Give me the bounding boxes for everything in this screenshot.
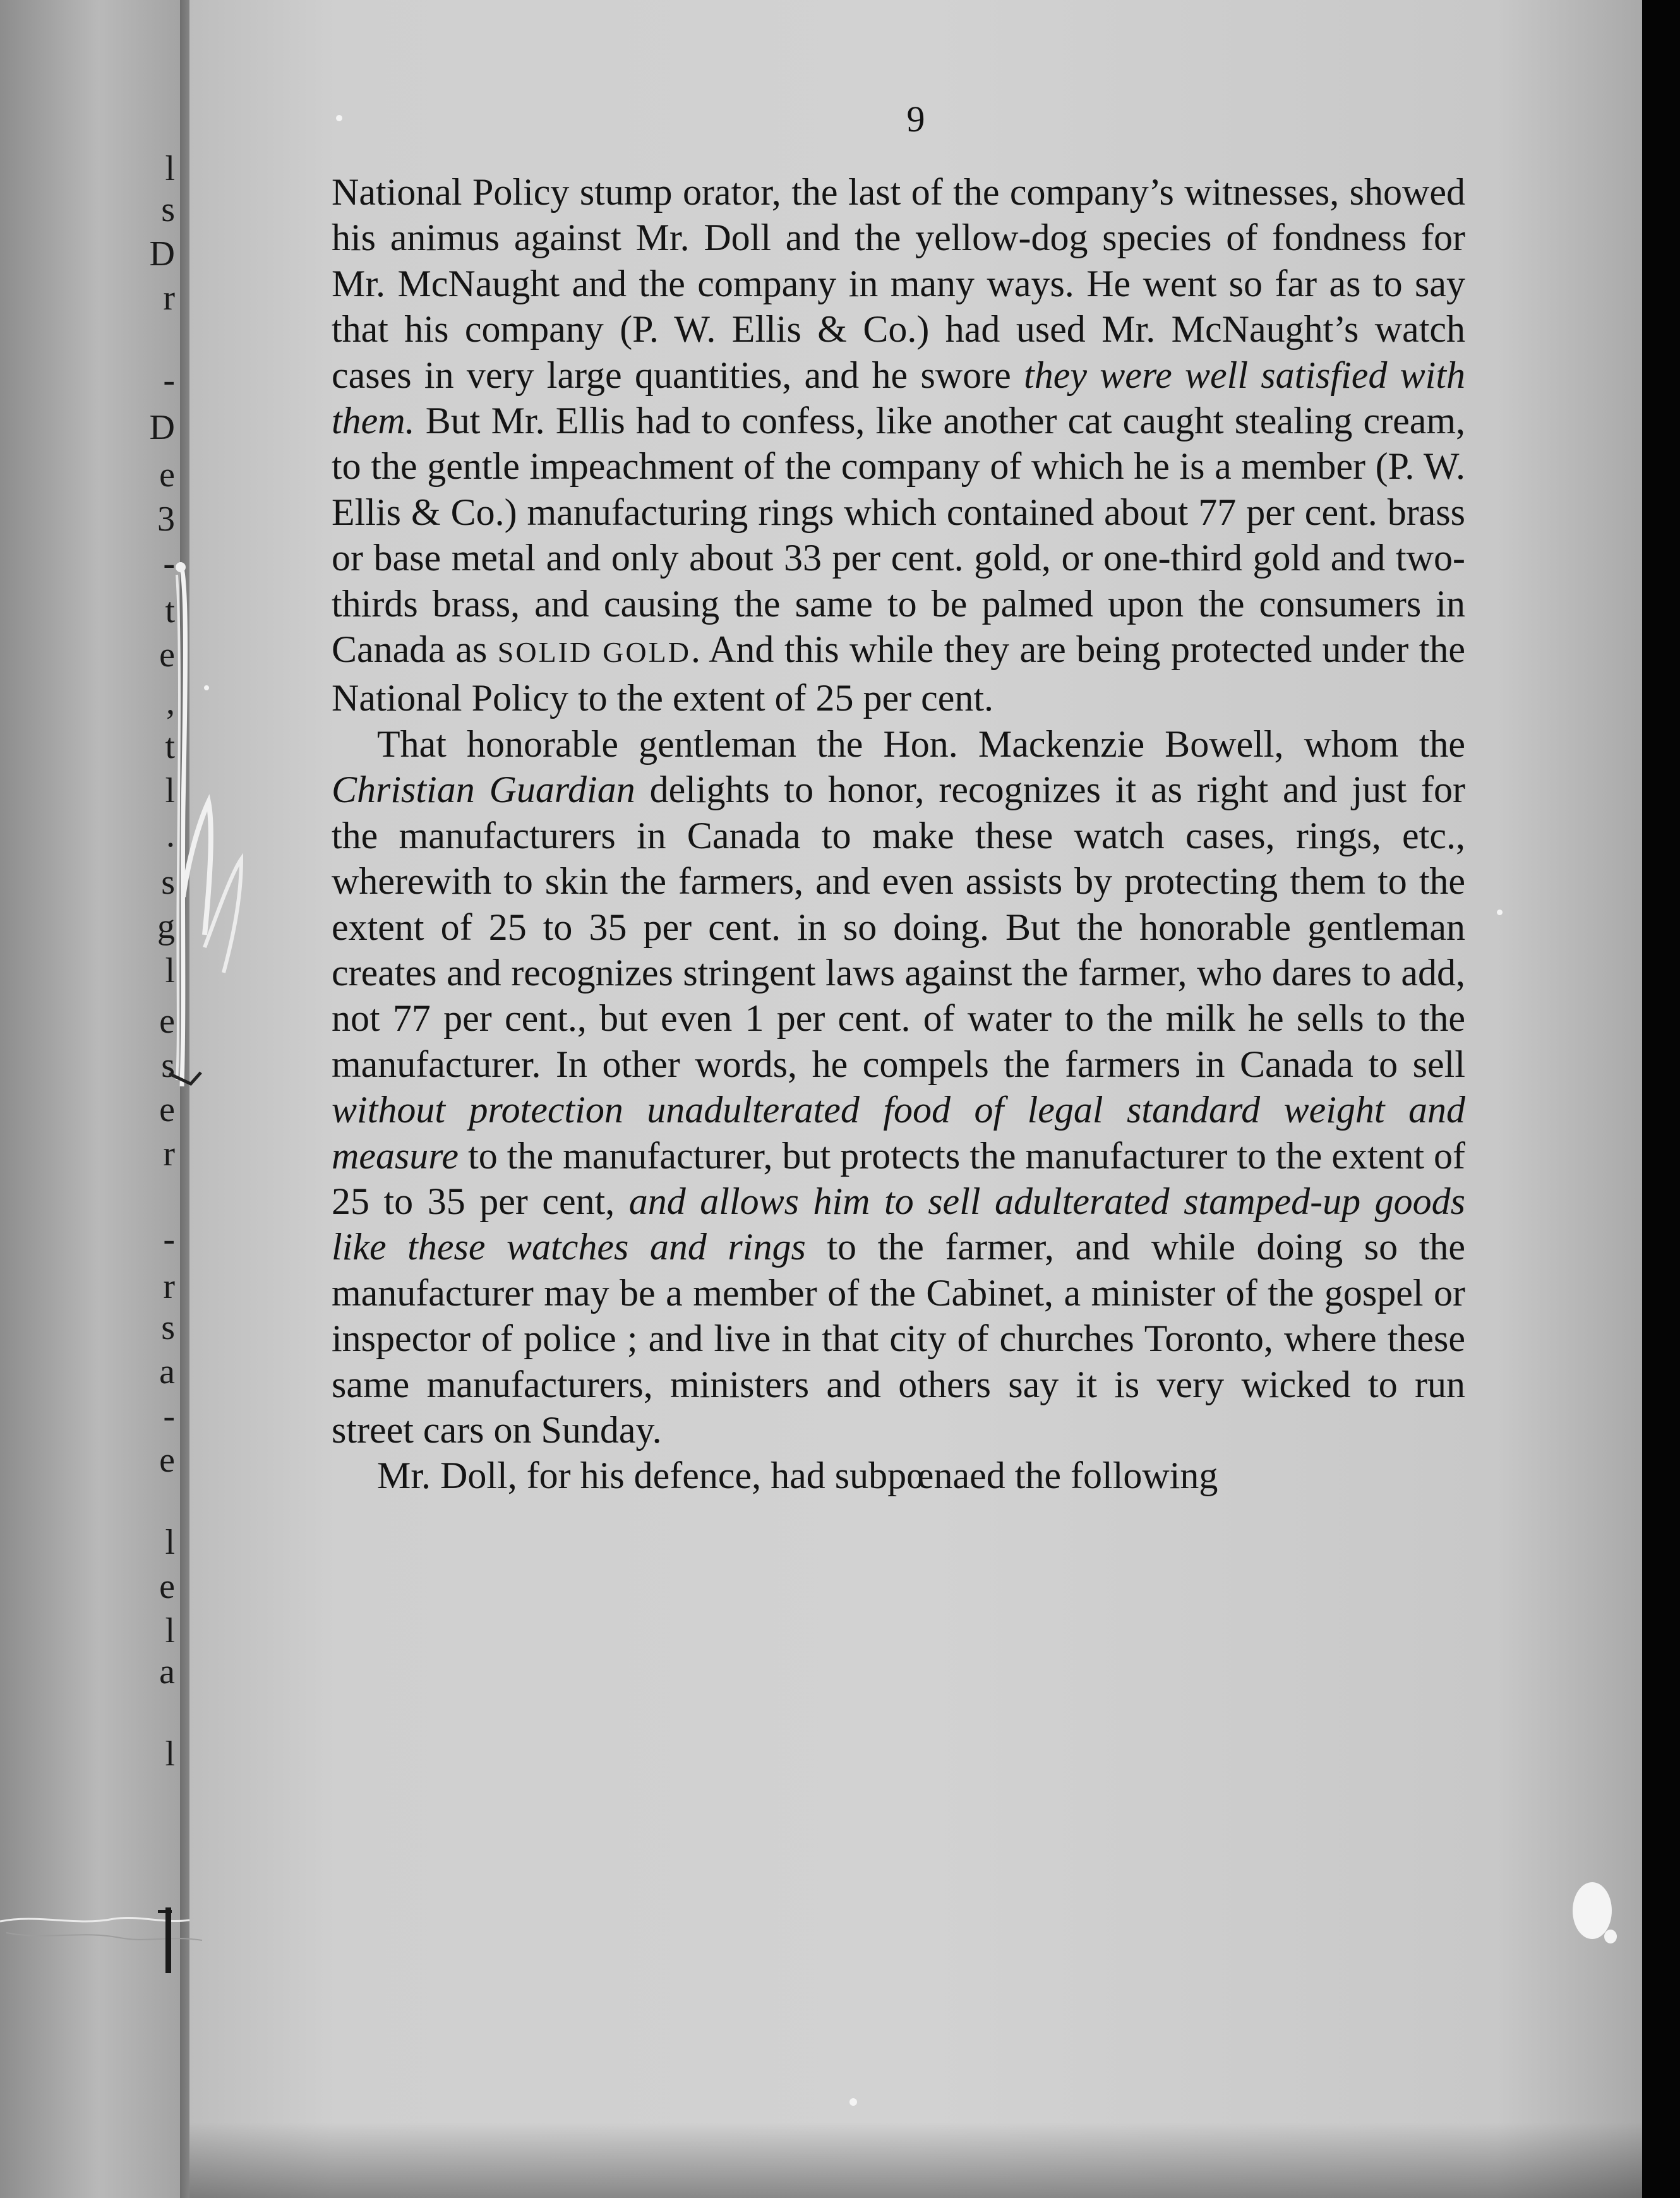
body-text (332, 169, 1465, 1499)
margin-letter-fragment: l (165, 149, 175, 188)
margin-letter-fragment: r (163, 1134, 175, 1174)
margin-letter-fragment: s (161, 1308, 175, 1347)
margin-letter-fragment: , (166, 683, 175, 722)
italic-text-run: without protection unadulterated food of legal standard weight and measure (332, 1089, 1465, 1177)
page-tear-mark-icon (0, 1882, 253, 1983)
facing-page-fragment (0, 0, 180, 2198)
scan-speck (1604, 1930, 1617, 1943)
text-run: delights to honor, recognizes it as right and just for the manufacturers in Canada to make these watch cases, rings, etc., wherewith to skin the farmers, and even assists by protecting them to the extent of 25 to 35 per cent. in so doing. But the honorable gentleman creates and recognizes stringent laws against the farmer, who dares to add, not 77 per cent., but even 1 per cent. of water to the milk he sells to the manufacturer. In other words, he compels the farmers in Canada to sell (332, 769, 1465, 1085)
scan-border (1642, 0, 1680, 2198)
margin-letter-fragment: . (166, 815, 175, 855)
scan-speck (849, 2098, 857, 2106)
margin-letter-fragment: e (159, 455, 175, 495)
margin-letter-fragment: r (163, 1267, 175, 1306)
small-caps-text-run: SOLID GOLD (497, 636, 691, 669)
margin-letter-fragment: e (159, 1090, 175, 1129)
paragraph (332, 721, 1465, 1453)
italic-text-run: and allows him to sell adulterated stamped-up goods like these watches and rings (332, 1180, 1465, 1268)
text-run: to the farmer, and while doing so the manufacturer may be a member of the Cabinet, a minister of the gospel or inspector of police ; and live in that city of churches Toronto, where these same manufacturers, ministers and others say it is very wicked to run street cars on Sunday. (332, 1226, 1465, 1451)
margin-letter-fragment: l (165, 1611, 175, 1650)
margin-letter-fragment: t (165, 727, 175, 766)
text-run: to the manufacturer, but protects the manufacturer to the extent of 25 to 35 per cent, (332, 1134, 1465, 1222)
text-run: But Mr. Ellis had to confess, like another cat caught stealing cream, to the gentle impeachment of the company of which he is a member (P. W. Ellis & Co.) manufacturing rings which contained about 77 per cent. brass or base metal and only about 33 per cent. gold, or one-third gold and two-thirds brass, and causing the same to be palmed upon the consumers in Canada as (332, 400, 1465, 671)
margin-letter-fragment: - (163, 361, 175, 400)
margin-letter-fragment: g (157, 907, 175, 946)
margin-letter-fragment: e (159, 1567, 175, 1606)
scan-speck (204, 685, 209, 690)
margin-letter-fragment: - (163, 544, 175, 583)
text-run: Mr. Doll, for his defence, had subpœnaed the following (377, 1455, 1218, 1497)
italic-text-run: Christian Guardian (332, 769, 635, 811)
margin-letter-fragment: l (165, 771, 175, 810)
margin-letter-fragment: s (161, 863, 175, 902)
scan-speck (1497, 910, 1503, 915)
page-number: 9 (906, 99, 925, 140)
binding-thread-icon (163, 556, 264, 1099)
margin-letter-fragment: t (165, 591, 175, 630)
margin-letter-fragment: - (163, 1220, 175, 1259)
margin-letter-fragment: s (161, 190, 175, 229)
margin-letter-fragment: e (159, 1002, 175, 1041)
margin-letter-fragment: a (159, 1352, 175, 1391)
margin-letter-fragment: s (161, 1046, 175, 1085)
scan-speck (336, 115, 342, 121)
margin-letter-fragment: D (149, 408, 175, 447)
paragraph (332, 1453, 1465, 1498)
margin-letter-fragment: l (165, 1523, 175, 1562)
margin-letter-fragment: 3 (157, 500, 175, 539)
document-page (189, 0, 1642, 2198)
margin-letter-fragment: e (159, 635, 175, 675)
margin-letter-fragment: e (159, 1441, 175, 1480)
text-run: . And this while they are being protected under the National Policy to the extent of 25 per cent. (332, 628, 1465, 719)
text-run: National Policy stump orator, the last of the company’s witnesses, showed his animus against Mr. Doll and the yellow-dog species of fondness for Mr. McNaught and the company in many ways. He went so far as to say that his company (P. W. Ellis & Co.) had used Mr. McNaught’s watch cases in very large quantities, and he swore (332, 171, 1465, 396)
paragraph (332, 169, 1465, 721)
margin-letter-fragment: l (165, 1734, 175, 1774)
italic-text-run: they were well satisfied with them. (332, 354, 1465, 442)
margin-letter-fragment: l (165, 951, 175, 990)
margin-letter-fragment: r (163, 279, 175, 318)
margin-letter-fragment: - (163, 1396, 175, 1436)
page-shadow (189, 2122, 1642, 2198)
margin-letter-fragment: D (149, 234, 175, 273)
text-run: That honorable gentleman the Hon. Mackenzie Bowell, whom the (377, 723, 1465, 765)
margin-letter-fragment: a (159, 1652, 175, 1691)
